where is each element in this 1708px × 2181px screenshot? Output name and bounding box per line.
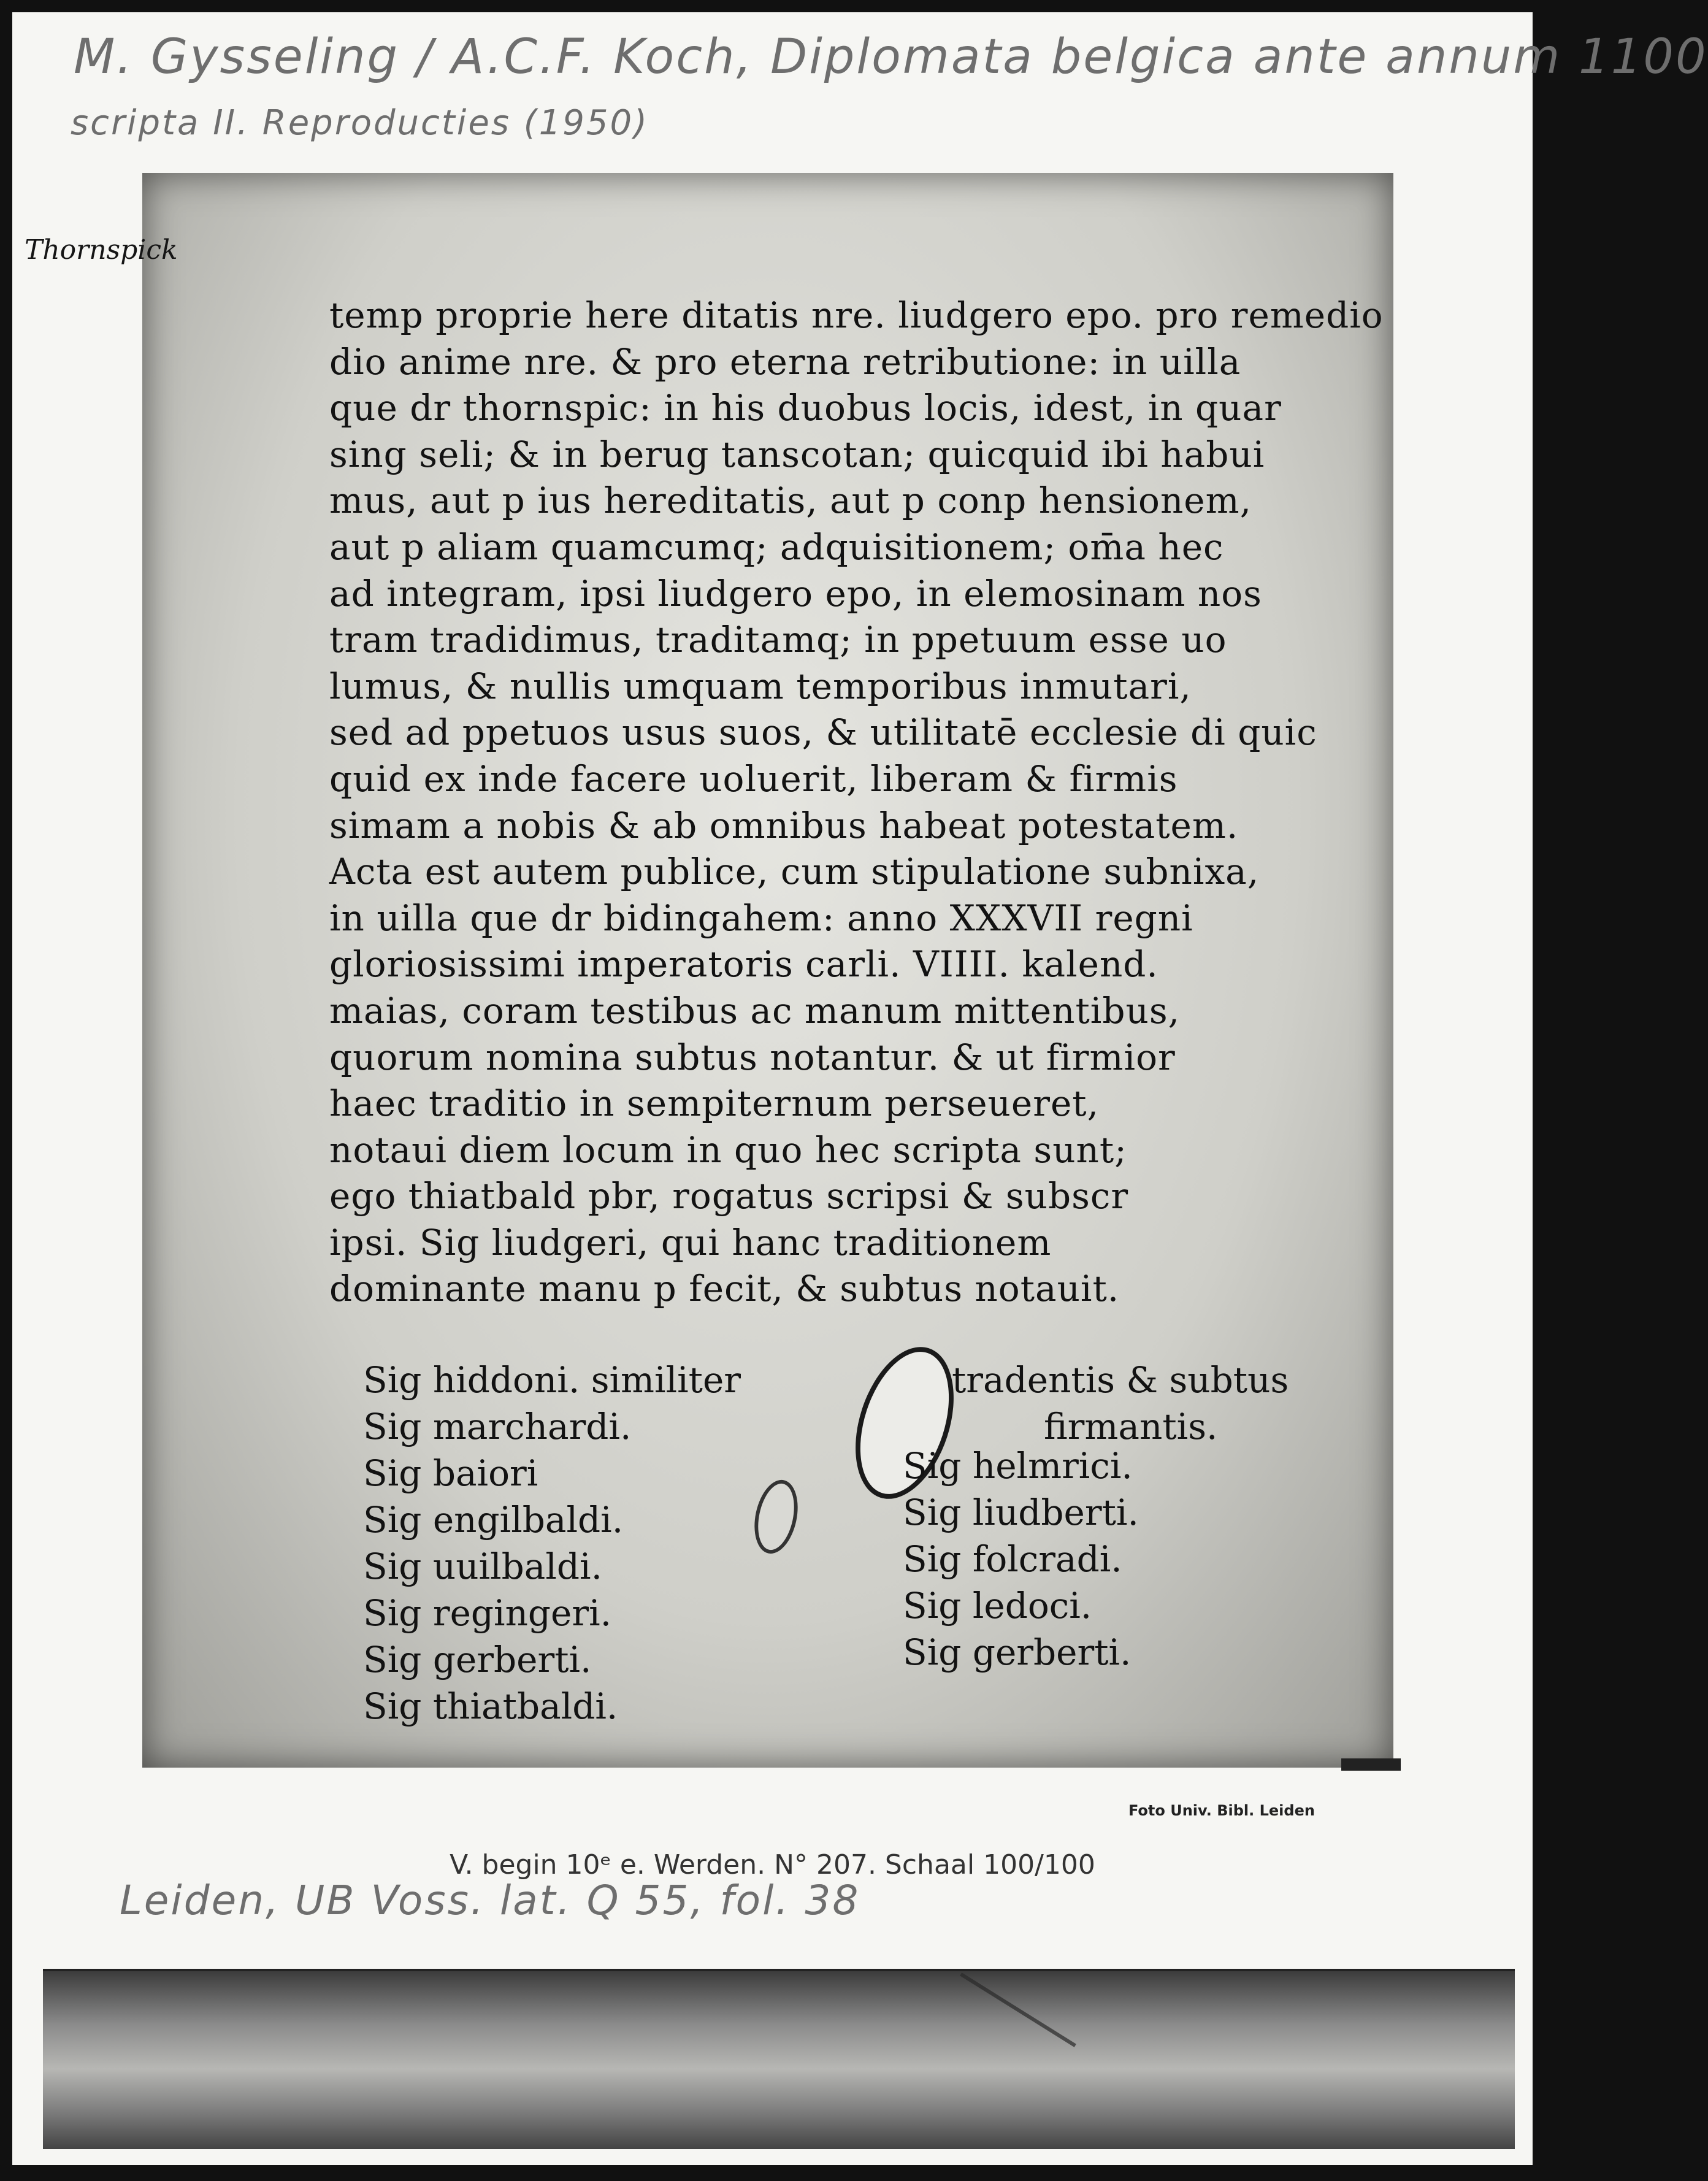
witness-entry: Sig ledoci. <box>903 1585 1092 1627</box>
witness-entry: Sig folcradi. <box>903 1538 1122 1580</box>
charter-line: maias, coram testibus ac manum mittentibus, <box>329 989 1181 1032</box>
plate-caption: V. begin 10ᵉ e. Werden. N° 207. Schaal 100/100 <box>450 1849 1095 1880</box>
archival-sheet <box>12 12 1708 2165</box>
charter-line: dio anime nre. & pro eterna retributione: in uilla <box>329 340 1241 383</box>
charter-line: aut p aliam quamcumq; adquisitionem; om̄a hec <box>329 526 1224 568</box>
witness-entry: Sig liudberti. <box>903 1492 1139 1533</box>
parchment-hole-small <box>748 1476 804 1557</box>
charter-line: ego thiatbald pbr, rogatus scripsi & subscr <box>329 1175 1129 1217</box>
charter-line: que dr thornspic: in his duobus locis, idest, in quar <box>329 387 1282 429</box>
charter-line: ipsi. Sig liudgeri, qui hanc traditionem <box>329 1221 1052 1263</box>
charter-line: lumus, & nullis umquam temporibus inmutari, <box>329 665 1192 707</box>
charter-line: Acta est autem publice, cum stipulatione subnixa, <box>329 851 1260 893</box>
scanner-bed-strip <box>43 1969 1515 2149</box>
witness-entry: Sig baiori <box>363 1452 538 1494</box>
photo-credit: Foto Univ. Bibl. Leiden <box>1128 1802 1315 1819</box>
charter-line: ad integram, ipsi liudgero epo, in elemosinam nos <box>329 572 1262 615</box>
handwritten-citation-line2: scripta II. Reproducties (1950) <box>71 103 649 143</box>
handwritten-shelfmark: Leiden, UB Voss. lat. Q 55, fol. 38 <box>120 1877 860 1924</box>
witness-entry: Sig gerberti. <box>903 1631 1132 1673</box>
charter-line: mus, aut p ius hereditatis, aut p conp hensionem, <box>329 480 1252 522</box>
witness-entry: Sig engilbaldi. <box>363 1499 624 1541</box>
charter-line: notaui diem locum in quo hec scripta sunt; <box>329 1129 1127 1171</box>
charter-line: simam a nobis & ab omnibus habeat potestatem. <box>329 804 1239 846</box>
witness-entry: Sig uuilbaldi. <box>363 1546 603 1587</box>
charter-line: quid ex inde facere uoluerit, liberam & firmis <box>329 757 1178 800</box>
charter-line: sing seli; & in berug tanscotan; quicquid ibi habui <box>329 433 1265 475</box>
charter-line: temp proprie here ditatis nre. liudgero epo. pro remedio <box>329 294 1384 336</box>
charter-line: tram tradidimus, traditamq; in ppetuum esse uo <box>329 619 1227 661</box>
witness-list-right <box>903 1443 1139 1676</box>
charter-line: sed ad ppetuos usus suos, & utilitatē ecclesie di quic <box>329 711 1317 754</box>
witness-entry: Sig thiatbaldi. <box>363 1685 618 1727</box>
charter-line: in uilla que dr bidingahem: anno XXXVII regni <box>329 897 1193 939</box>
manuscript-photograph <box>142 173 1393 1768</box>
charter-line: quorum nomina subtus notantur. & ut firmior <box>329 1036 1176 1078</box>
witness-header-line: firmantis. <box>1044 1406 1218 1447</box>
handwritten-citation-line1: M. Gysseling / A.C.F. Koch, Diplomata belgica ante annum 1100 <box>74 29 1708 85</box>
witness-list-left <box>363 1357 741 1730</box>
charter-text <box>329 293 1384 1313</box>
witness-header-line: tradentis & subtus <box>952 1359 1289 1401</box>
witness-entry: Sig gerberti. <box>363 1639 592 1681</box>
charter-line: gloriosissimi imperatoris carli. VIIII. kalend. <box>329 943 1158 986</box>
charter-line: haec traditio in sempiternum perseueret, <box>329 1083 1100 1125</box>
witness-entry: Sig regingeri. <box>363 1592 612 1634</box>
scratch-mark <box>960 1972 1076 2047</box>
witness-entry: Sig helmrici. <box>903 1445 1133 1487</box>
witness-entry: Sig marchardi. <box>363 1406 632 1447</box>
witness-entry: Sig hiddoni. similiter <box>363 1359 741 1401</box>
charter-line: dominante manu p fecit, & subtus notauit. <box>329 1268 1120 1310</box>
witness-list-right-header <box>952 1357 1289 1450</box>
photo-edge-shadow <box>1341 1758 1401 1771</box>
margin-annotation: Thornspick <box>25 234 178 266</box>
